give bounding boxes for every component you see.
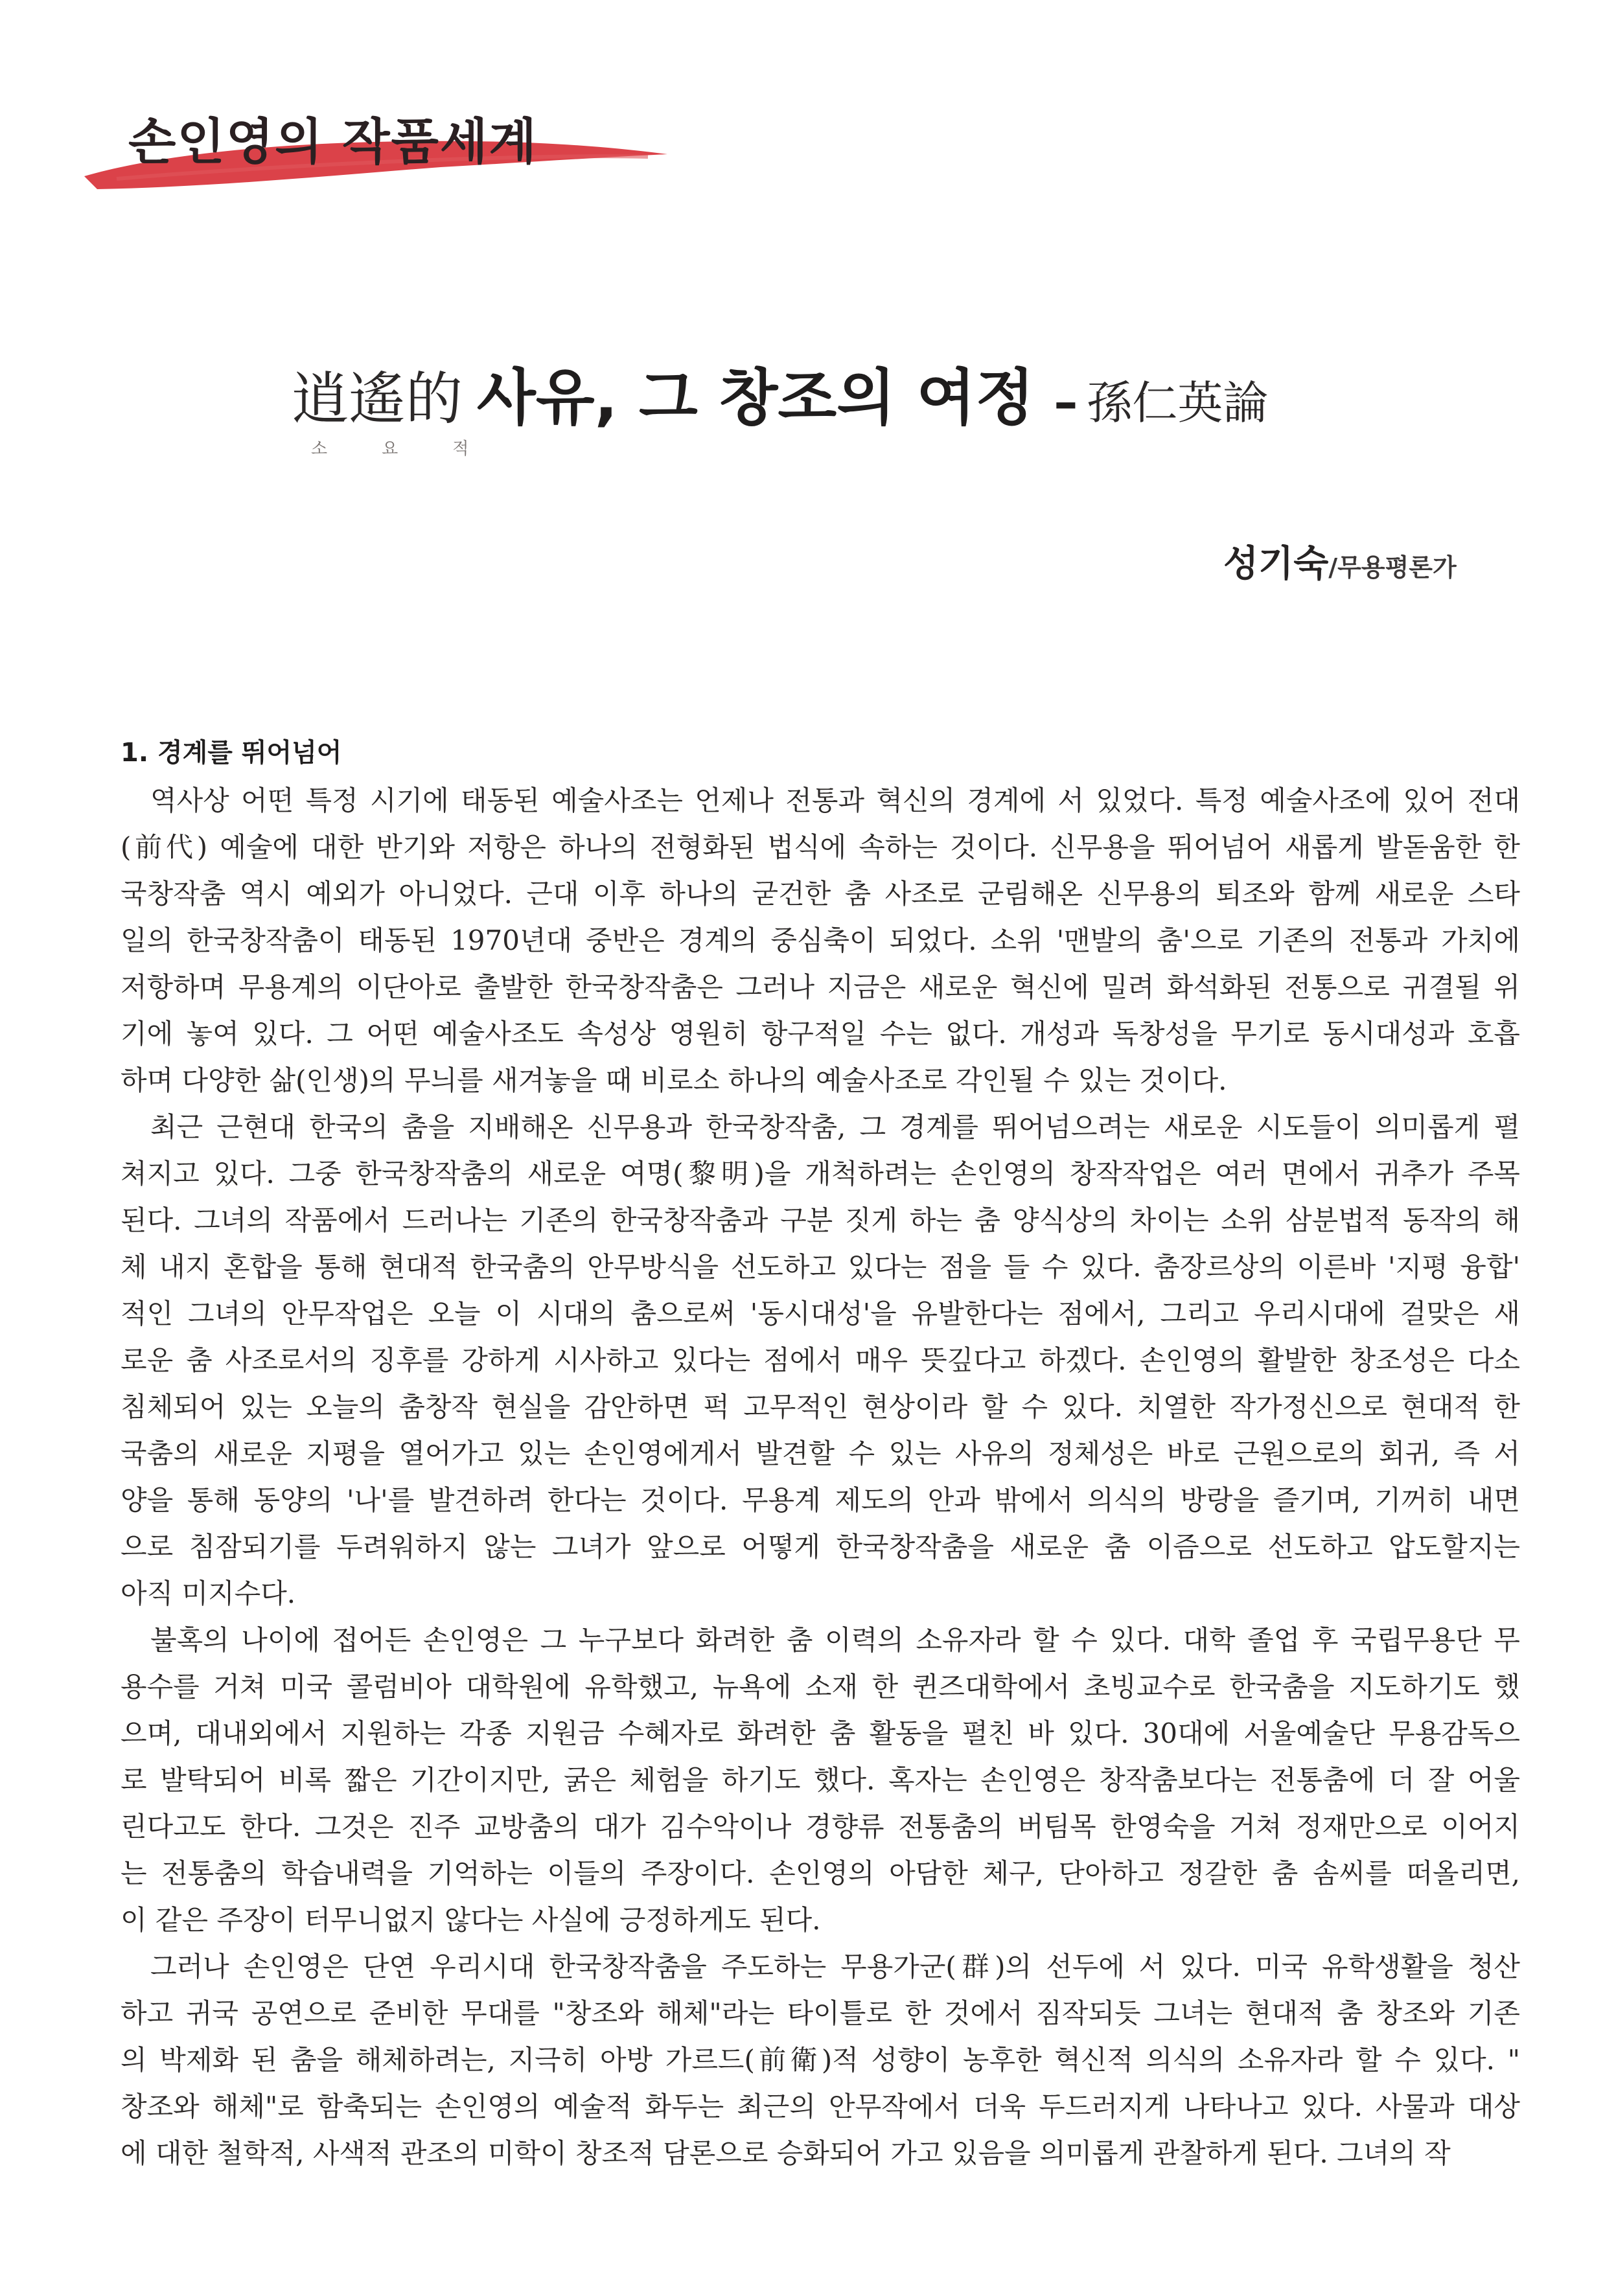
text-line: 침체되어 있는 오늘의 춤창작 현실을 감안하면 퍽 고무적인 현상이라 할 수 있다. 치열한 작가정신으로 현대적 한 bbox=[121, 1391, 1520, 1423]
text-line: 최근 근현대 한국의 춤을 지배해온 신무용과 한국창작춤, 그 경계를 뛰어넘으려는 새로운 시도들이 의미롭게 펼 bbox=[150, 1111, 1520, 1143]
text-line: 기에 놓여 있다. 그 어떤 예술사조도 속성상 영원히 항구적일 수는 없다. 개성과 독창성을 무기로 동시대성과 호흡 bbox=[121, 1018, 1520, 1050]
text-line: 쳐지고 있다. 그중 한국창작춤의 새로운 여명(黎明)을 개척하려는 손인영의 창작작업은 여러 면에서 귀추가 주목 bbox=[121, 1158, 1520, 1189]
body-paragraph bbox=[121, 1944, 1520, 2177]
text-line: 창조와 해체"로 함축되는 손인영의 예술적 화두는 최근의 안무작에서 더욱 두드러지게 나타나고 있다. 사물과 대상 bbox=[121, 2091, 1520, 2122]
text-line: 그러나 손인영은 단연 우리시대 한국창작춤을 주도하는 무용가군(群)의 선두에 서 있다. 미국 유학생활을 청산 bbox=[150, 1951, 1520, 1982]
title-hanja: 逍遙的 bbox=[292, 365, 463, 432]
title-ruby-reading: 소요적 bbox=[311, 439, 524, 459]
text-line: 린다고도 한다. 그것은 진주 교방춤의 대가 김수악이나 경향류 전통춤의 버팀목 한영숙을 거쳐 정재만으로 이어지 bbox=[121, 1811, 1520, 1843]
article-title bbox=[292, 349, 1268, 436]
text-line: 양을 통해 동양의 '나'를 발견하려 한다는 것이다. 무용계 제도의 안과 밖에서 의식의 방랑을 즐기며, 기꺼히 내면 bbox=[121, 1484, 1520, 1516]
title-dash: – bbox=[1054, 374, 1078, 430]
text-line: 에 대한 철학적, 사색적 관조의 미학이 창조적 담론으로 승화되어 가고 있음을 의미롭게 관찰하게 된다. 그녀의 작 bbox=[121, 2137, 1451, 2169]
title-subtitle: 孫仁英論 bbox=[1087, 376, 1269, 430]
text-line: 된다. 그녀의 작품에서 드러나는 기존의 한국창작춤과 구분 짓게 하는 춤 양식상의 차이는 소위 삼분법적 동작의 해 bbox=[121, 1204, 1520, 1236]
body-paragraph bbox=[121, 777, 1520, 1104]
series-title: 손인영의 작품세계 bbox=[128, 113, 538, 170]
text-line: 역사상 어떤 특정 시기에 태동된 예술사조는 언제나 전통과 혁신의 경계에 서 있었다. 특정 예술사조에 있어 전대 bbox=[150, 785, 1520, 816]
author-name: 성기숙 bbox=[1223, 543, 1329, 585]
text-line: (前代) 예술에 대한 반기와 저항은 하나의 전형화된 법식에 속하는 것이다. 신무용을 뛰어넘어 새롭게 발돋움한 한 bbox=[121, 831, 1520, 863]
text-line: 하며 다양한 삶(인생)의 무늬를 새겨놓을 때 비로소 하나의 예술사조로 각인될 수 있는 것이다. bbox=[121, 1064, 1227, 1096]
text-line: 하고 귀국 공연으로 준비한 무대를 "창조와 해체"라는 타이틀로 한 것에서 짐작되듯 그녀는 현대적 춤 창조와 기존 bbox=[121, 1997, 1520, 2029]
text-line: 국춤의 새로운 지평을 열어가고 있는 손인영에게서 발견할 수 있는 사유의 정체성은 바로 근원으로의 회귀, 즉 서 bbox=[121, 1438, 1520, 1469]
text-line: 의 박제화 된 춤을 해체하려는, 지극히 아방 가르드(前衛)적 성향이 농후한 혁신적 의식의 소유자라 할 수 있다. " bbox=[121, 2044, 1520, 2076]
text-line: 으로 침잠되기를 두려워하지 않는 그녀가 앞으로 어떻게 한국창작춤을 새로운 춤 이즘으로 선도하고 압도할지는 bbox=[121, 1531, 1520, 1563]
text-line: 국창작춤 역시 예외가 아니었다. 근대 이후 하나의 굳건한 춤 사조로 군림해온 신무용의 퇴조와 함께 새로운 스타 bbox=[121, 878, 1520, 910]
body-paragraph bbox=[121, 1617, 1520, 1944]
author-byline bbox=[1223, 535, 1457, 587]
text-line: 불혹의 나이에 접어든 손인영은 그 누구보다 화려한 춤 이력의 소유자라 할 수 있다. 대학 졸업 후 국립무용단 무 bbox=[150, 1624, 1520, 1656]
text-line: 는 전통춤의 학습내력을 기억하는 이들의 주장이다. 손인영의 아담한 체구, 단아하고 정갈한 춤 솜씨를 떠올리면, bbox=[121, 1857, 1520, 1889]
article-body bbox=[121, 777, 1520, 2177]
text-line: 일의 한국창작춤이 태동된 1970년대 중반은 경계의 중심축이 되었다. 소위 '맨발의 춤'으로 기존의 전통과 가치에 bbox=[121, 924, 1520, 956]
text-line: 이 같은 주장이 터무니없지 않다는 사실에 긍정하게도 된다. bbox=[121, 1904, 821, 1936]
text-line: 로운 춤 사조로서의 징후를 강하게 시사하고 있다는 점에서 매우 뜻깊다고 하겠다. 손인영의 활발한 창조성은 다소 bbox=[121, 1344, 1520, 1376]
text-line: 저항하며 무용계의 이단아로 출발한 한국창작춤은 그러나 지금은 새로운 혁신에 밀려 화석화된 전통으로 귀결될 위 bbox=[121, 971, 1520, 1003]
text-line: 으며, 대내외에서 지원하는 각종 지원금 수혜자로 화려한 춤 활동을 펼친 바 있다. 30대에 서울예술단 무용감독으 bbox=[121, 1717, 1520, 1749]
text-line: 적인 그녀의 안무작업은 오늘 이 시대의 춤으로써 '동시대성'을 유발한다는 점에서, 그리고 우리시대에 걸맞은 새 bbox=[121, 1298, 1520, 1329]
text-line: 로 발탁되어 비록 짧은 기간이지만, 굵은 체험을 하기도 했다. 혹자는 손인영은 창작춤보다는 전통춤에 더 잘 어울 bbox=[121, 1764, 1520, 1796]
text-line: 용수를 거쳐 미국 콜럼비아 대학원에 유학했고, 뉴욕에 소재 한 퀸즈대학에서 초빙교수로 한국춤을 지도하기도 했 bbox=[121, 1671, 1520, 1703]
author-role: /무용평론가 bbox=[1328, 553, 1457, 582]
body-paragraph bbox=[121, 1104, 1520, 1617]
text-line: 아직 미지수다. bbox=[121, 1578, 296, 1609]
section-heading: 1. 경계를 뛰어넘어 bbox=[121, 738, 342, 768]
title-main: 사유, 그 창조의 여정 bbox=[477, 363, 1035, 433]
text-line: 체 내지 혼합을 통해 현대적 한국춤의 안무방식을 선도하고 있다는 점을 들 수 있다. 춤장르상의 이른바 '지평 융합' bbox=[121, 1251, 1520, 1283]
